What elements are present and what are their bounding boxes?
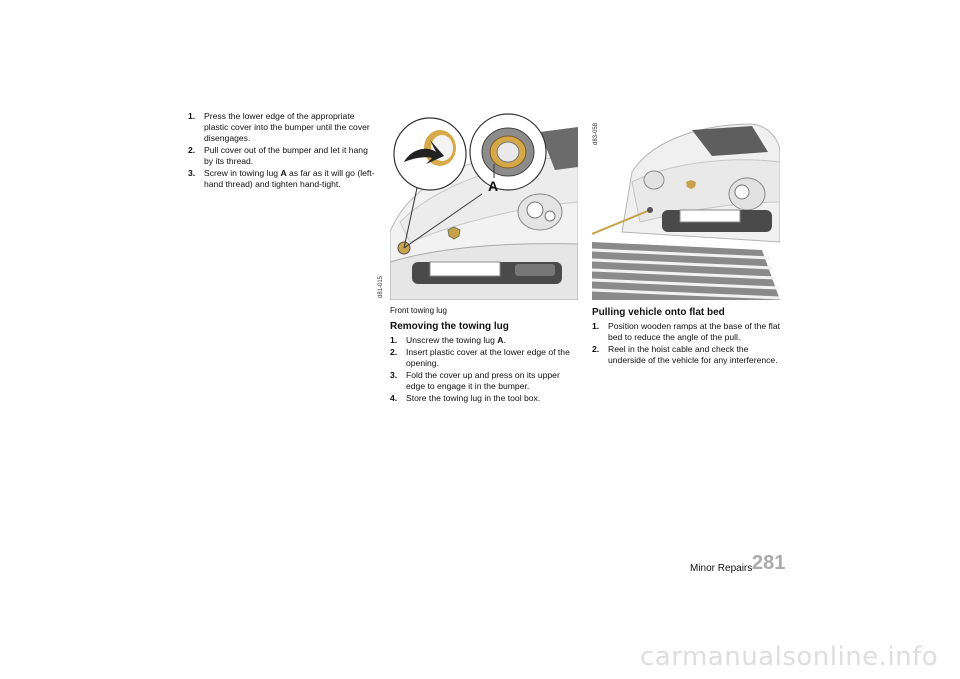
step-number: 1. (592, 321, 600, 331)
step-text: Reel in the hoist cable and check the underside of the vehicle for any interference. (608, 344, 778, 365)
step-number: 2. (592, 344, 600, 354)
step-text-bold: A (497, 335, 504, 345)
flatbed-steps (592, 321, 782, 367)
step-text: Store the towing lug in the tool box. (406, 393, 541, 403)
flat-bed-illustration (592, 112, 780, 300)
step-text: Pull cover out of the bumper and let it hang by its thread. (204, 145, 368, 166)
section-heading-flatbed: Pulling vehicle onto flat bed (592, 307, 725, 318)
step-text-part: as far as it will go (left-hand thread) and tighten hand-tight. (204, 168, 375, 189)
removing-step (390, 393, 578, 404)
callout-label-a: A (488, 178, 499, 194)
removing-steps (390, 335, 578, 405)
step-text: Insert plastic cover at the lower edge of the opening. (406, 347, 570, 368)
intro-step (188, 168, 378, 190)
step-number: 3. (390, 370, 398, 380)
flatbed-step (592, 321, 782, 343)
figure-code: d83-058 (593, 122, 599, 145)
removing-step (390, 370, 578, 392)
step-number: 1. (390, 335, 398, 345)
step-number: 3. (188, 168, 196, 178)
step-number: 4. (390, 393, 398, 403)
flatbed-step (592, 344, 782, 366)
section-heading-removing: Removing the towing lug (390, 321, 509, 332)
step-number: 2. (188, 145, 196, 155)
figure-caption: Front towing lug (390, 306, 447, 315)
step-number: 2. (390, 347, 398, 357)
footer-section-title: Minor Repairs (690, 563, 753, 574)
intro-steps (188, 111, 378, 191)
removing-step (390, 335, 578, 346)
car-front-illustration (390, 112, 578, 300)
figure-flat-bed (592, 112, 780, 300)
step-text (204, 168, 378, 190)
step-text-bold: A (280, 168, 287, 178)
intro-step (188, 145, 378, 167)
step-text-part: Screw in towing lug (204, 168, 281, 178)
removing-step (390, 347, 578, 369)
step-number: 1. (188, 111, 196, 121)
step-text: Fold the cover up and press on its upper edge to engage it in the bumper. (406, 370, 560, 391)
page-number: 281 (752, 552, 786, 574)
intro-step (188, 111, 378, 144)
figure-code: d81-015 (378, 275, 384, 298)
step-text: Press the lower edge of the appropriate plastic cover into the bumper until the cover disengages. (204, 111, 370, 143)
step-text-part: . (503, 335, 506, 345)
watermark: carmanualsonline.info (640, 642, 939, 672)
step-text: Position wooden ramps at the base of the flat bed to reduce the angle of the pull. (608, 321, 780, 342)
step-text-part: Unscrew the towing lug (406, 335, 498, 345)
figure-front-towing-lug (390, 112, 578, 300)
step-text (406, 335, 578, 346)
